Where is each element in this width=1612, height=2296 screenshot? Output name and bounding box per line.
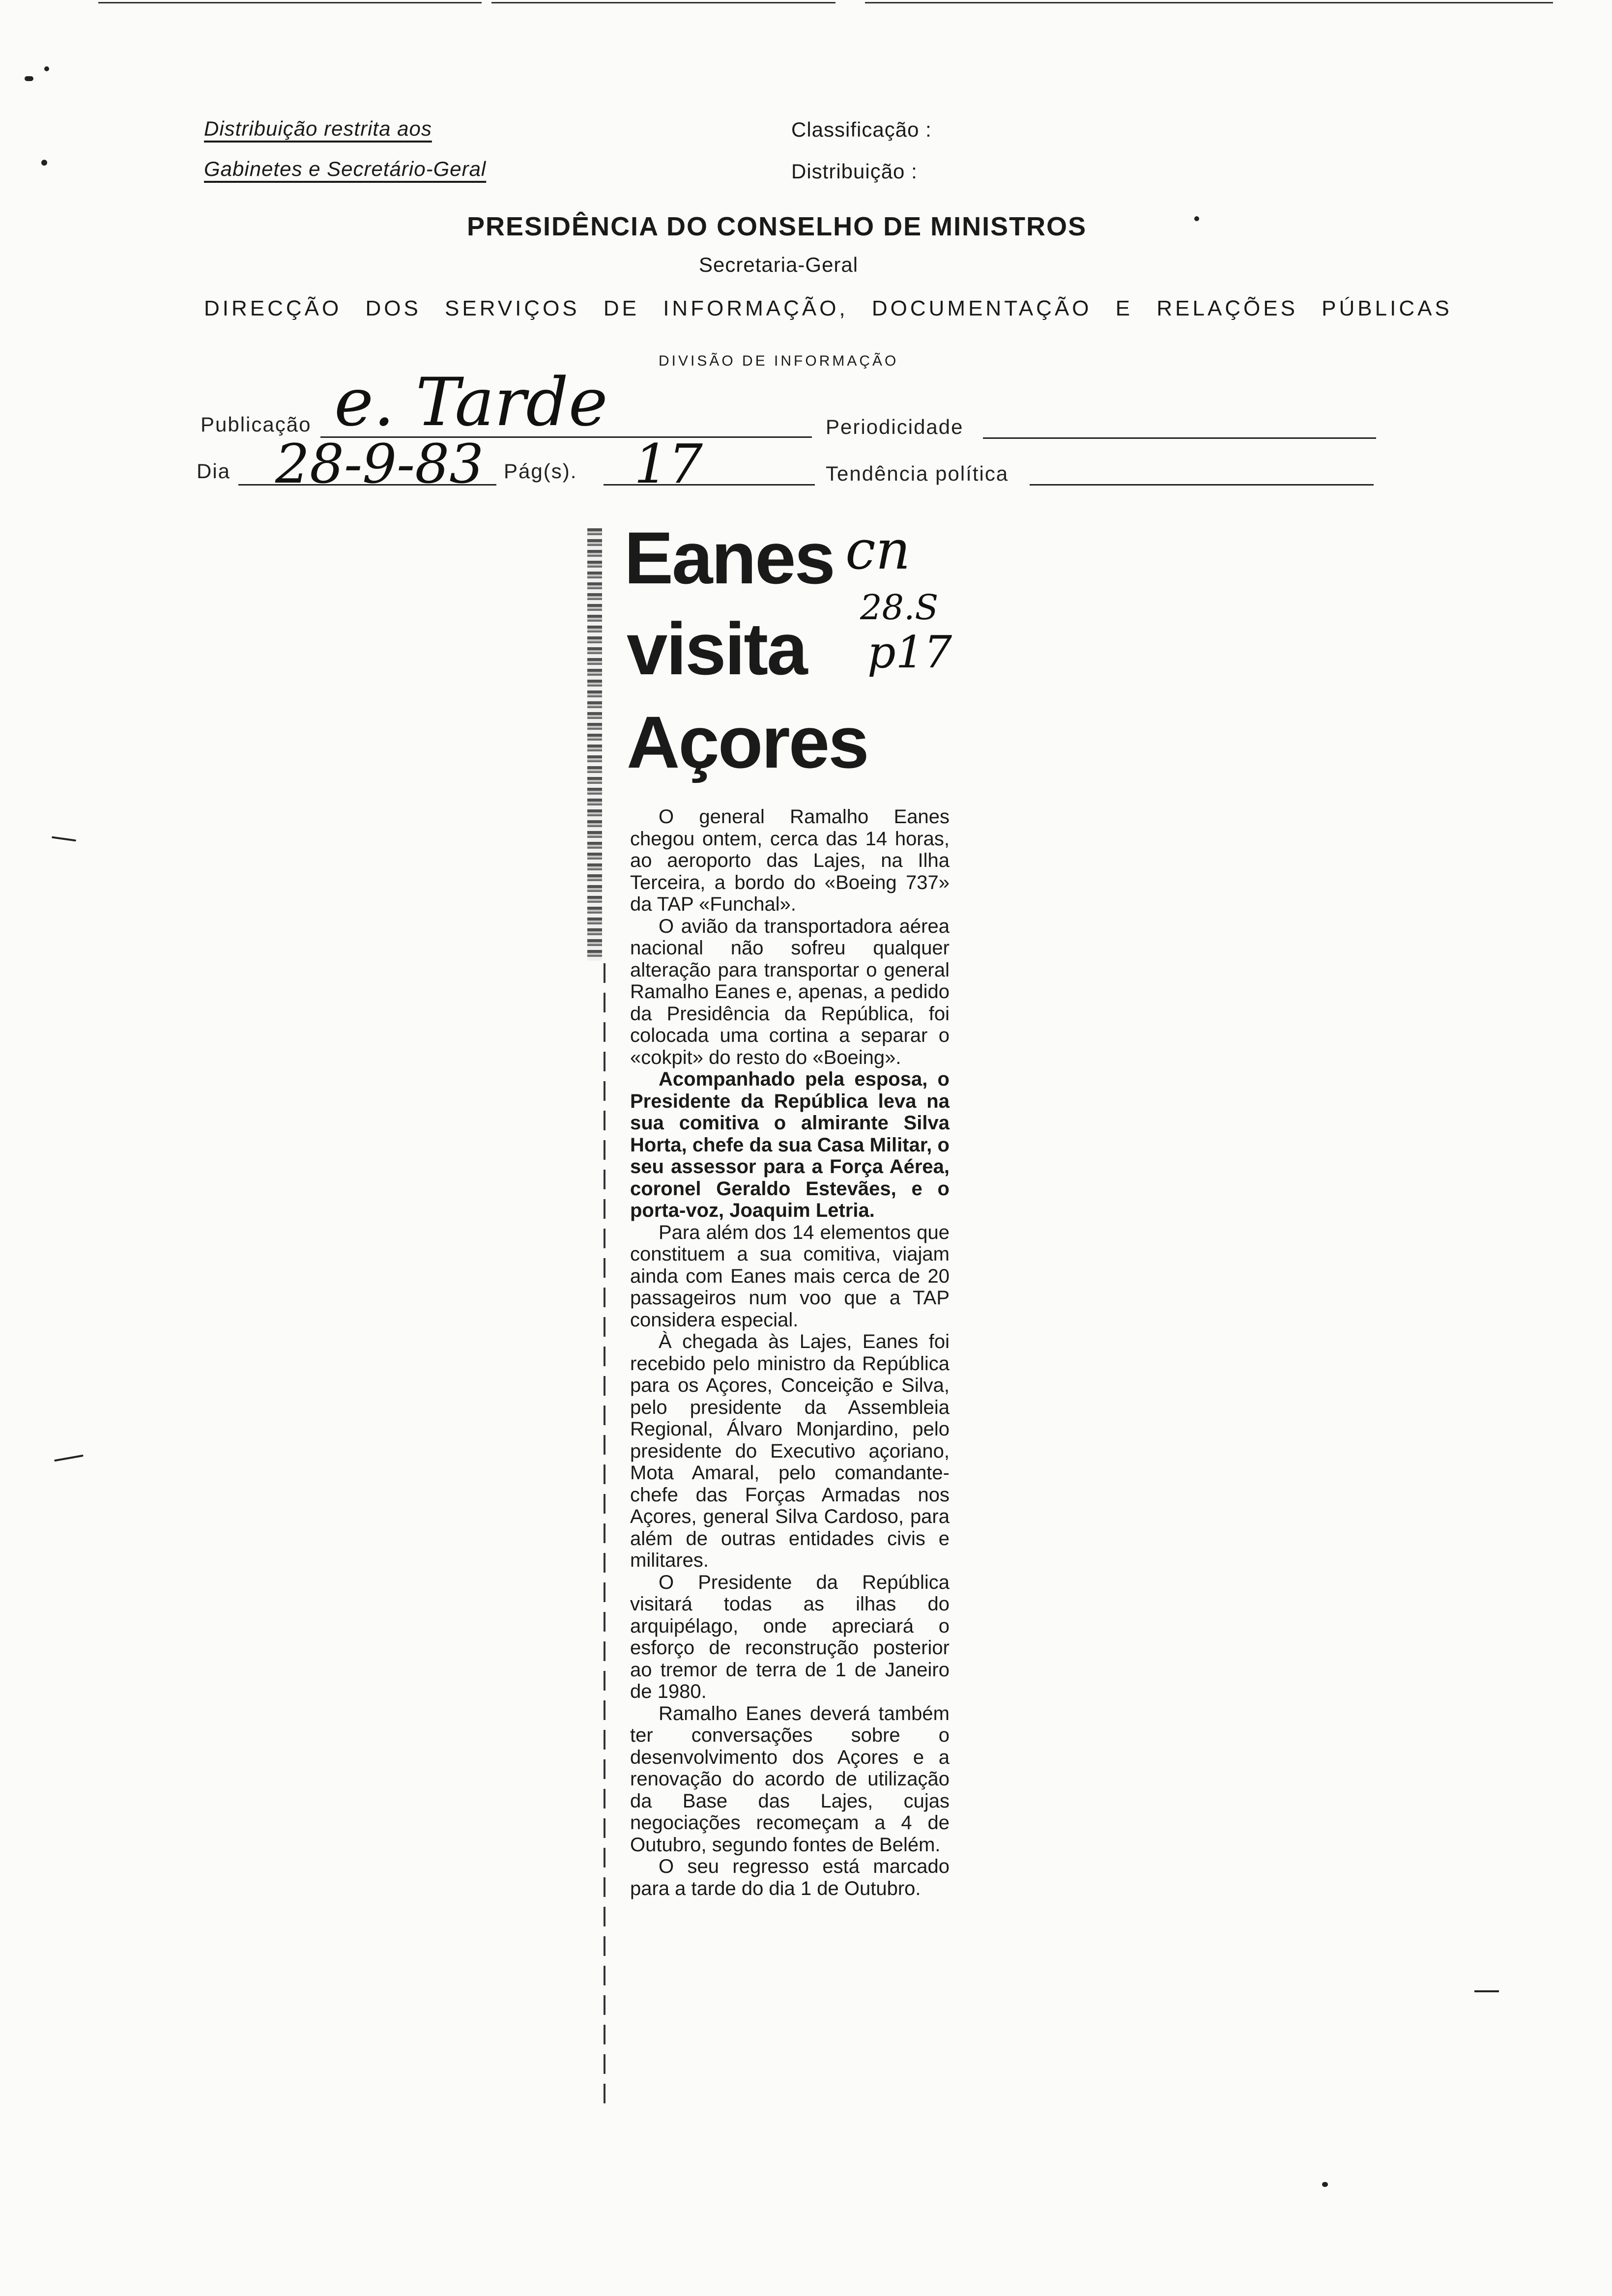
scan-speck [25, 76, 33, 81]
scan-speck [52, 836, 76, 842]
periodicity-underline [983, 437, 1376, 439]
day-value: 28-9-83 [275, 432, 484, 495]
article-paragraph: À chegada às Lajes, Eanes foi recebido pelo ministro da República para os Açores, Conceição e Silva, pelo presidente da Assembleia Regional, Álvaro Monjardino, pelo presidente do Executivo açoriano, Mota Amaral, pelo comandante-chefe das Forças Armadas nos Açores, general Silva Cardoso, para além de outras entidades civis e militares. [630, 1331, 950, 1571]
page-label: Pág(s). [504, 459, 577, 483]
headline-line3: Açores [627, 701, 868, 783]
scan-edge-line [491, 2, 835, 3]
publication-value: e. Tarde [334, 364, 608, 441]
scan-speck [54, 1455, 84, 1462]
clipping-rule [604, 963, 605, 2108]
headline-line1: Eanes [624, 517, 834, 599]
classification-label: Classificação : [791, 118, 932, 141]
clipping-torn-edge [587, 528, 602, 961]
directorate-line: DIRECÇÃO DOS SERVIÇOS DE INFORMAÇÃO, DOCUMENTAÇÃO E RELAÇÕES PÚBLICAS [204, 296, 1452, 320]
article-paragraph: Para além dos 14 elementos que constituem a sua comitiva, viajam ainda com Eanes mais cerca de 20 passageiros num voo que a TAP considera especial. [630, 1221, 950, 1331]
article-paragraph: Acompanhado pela esposa, o Presidente da República leva na sua comitiva o almirante Silva Horta, chefe da sua Casa Militar, o seu assessor para a Força Aérea, coronel Geraldo Estevães, e o porta-voz, Joaquim Letria. [630, 1068, 950, 1221]
annotation-line2: 28.S [860, 587, 939, 628]
political-tendency-label: Tendência política [826, 462, 1009, 485]
scan-speck [1194, 216, 1199, 221]
restricted-distribution-line1: Distribuição restrita aos [204, 117, 432, 140]
article-paragraph: O avião da transportadora aérea nacional não sofreu qualquer alteração para transportar o general Ramalho Eanes e, apenas, a pedido da Presidência da República, foi colocada uma cortina a separar o «cokpit» do resto do «Boeing». [630, 915, 950, 1068]
scan-speck [1474, 1990, 1499, 1992]
scan-speck [1322, 2182, 1328, 2187]
day-label: Dia [197, 459, 231, 483]
periodicity-label: Periodicidade [826, 415, 964, 438]
scan-speck [41, 160, 47, 166]
restricted-distribution-line2: Gabinetes e Secretário-Geral [204, 157, 487, 180]
distribution-label: Distribuição : [791, 160, 918, 183]
secretariat-subtitle: Secretaria-Geral [699, 253, 859, 276]
scan-edge-line [98, 2, 482, 3]
scan-edge-line [865, 2, 1553, 3]
day-underline [238, 484, 496, 486]
article-paragraph: O seu regresso está marcado para a tarde do dia 1 de Outubro. [630, 1856, 950, 1899]
headline-line2: visita [627, 607, 806, 690]
article-paragraph: O Presidente da República visitará todas as ilhas do arquipélago, onde apreciará o esforço de reconstrução posterior ao tremor de terra de 1 de Janeiro de 1980. [630, 1571, 950, 1702]
annotation-line3: p17 [867, 627, 952, 678]
page-underline [604, 484, 815, 486]
page-value: 17 [634, 432, 703, 495]
scan-speck [44, 66, 49, 71]
article-paragraph: Ramalho Eanes deverá também ter conversações sobre o desenvolvimento dos Açores e a renovação do acordo de utilização da Base das Lajes, cujas negociações recomeçam a 4 de Outubro, segundo fontes de Belém. [630, 1702, 950, 1856]
annotation-line1: cn [845, 518, 911, 581]
article-paragraph: O general Ramalho Eanes chegou ontem, cerca das 14 horas, ao aeroporto das Lajes, na Ilha Terceira, a bordo do «Boeing 737» da TAP «Funchal». [630, 806, 950, 915]
division-line: DIVISÃO DE INFORMAÇÃO [659, 353, 899, 369]
presidency-title: PRESIDÊNCIA DO CONSELHO DE MINISTROS [467, 212, 1087, 241]
publication-label: Publicação [201, 413, 312, 436]
political-tendency-underline [1030, 484, 1374, 486]
article-body [630, 806, 950, 1899]
